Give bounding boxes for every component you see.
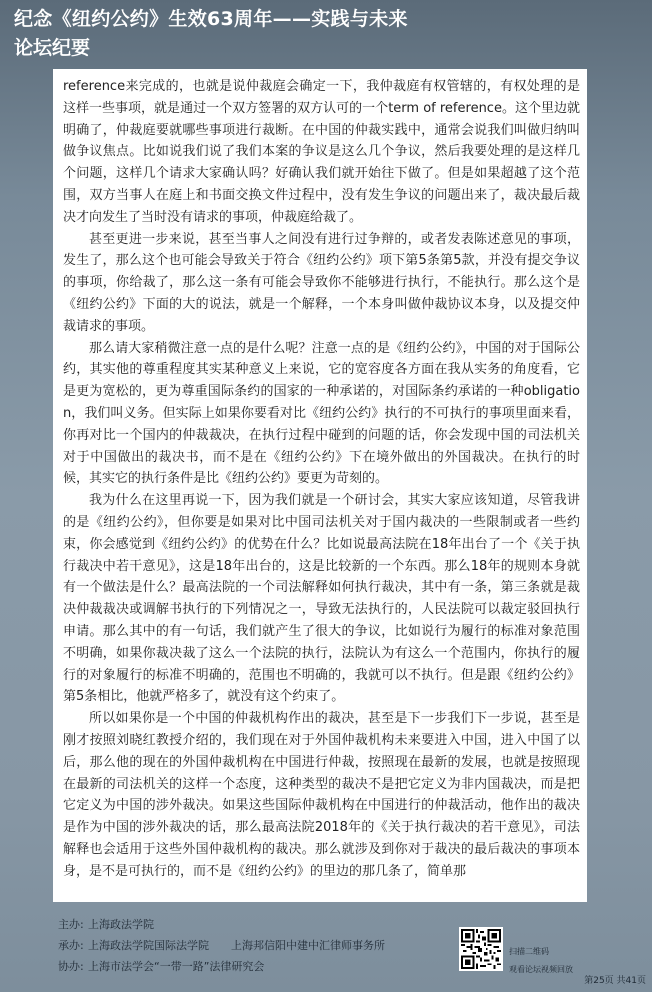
paragraph: 我为什么在这里再说一下，因为我们就是一个研讨会，其实大家应该知道，尽管我讲的是《纽约公约》，但你要是如果对比中国司法机关对于国内裁决的一些限制或者一些约束，你会感觉到《纽约公约》的优势在什么？比如说最高法院在18年出台了一个《关于执行裁决中若干意见》，这是18年出台的，这是比较新的一个东西。那么18年的规则本身就有一个做法是什么？最高法院的一个司法解释如何执行裁决，其中有一条，第三条就是裁决仲裁裁决或调解书执行的下列情况之一，导致无法执行的，人民法院可以裁定驳回执行申请。那么其中的有一句话，我们就产生了很大的争议，比如说行为履行的标准对象范围不明确，如果你裁决裁了这么一个法院的执行，法院认为有这么一个范围内，你执行的履行的对象履行的标准不明确的，范围也不明确的，我就可以不执行。但是跟《纽约公约》第5条相比，他就严格多了，就没有这个约束了。: [63, 493, 580, 705]
qr-caption: [509, 943, 573, 979]
co-organizer-name: 上海市法学会“一带一路”法律研究会: [88, 960, 265, 973]
qr-caption-line-2: 观看论坛视频回放: [509, 965, 573, 974]
host-label: 主办:: [58, 918, 84, 931]
co-organizer-row: [58, 956, 418, 977]
header: [14, 4, 408, 62]
organizer-label: 承办:: [58, 939, 84, 952]
organizer-name-1: 上海政法学院国际法学院: [88, 939, 209, 952]
qr-code-icon[interactable]: [459, 927, 503, 971]
qr-caption-line-1: 扫描二维码: [509, 947, 549, 956]
organizer-row: [58, 935, 418, 956]
document-page: [53, 69, 587, 902]
paragraph: 所以如果你是一个中国的仲裁机构作出的裁决，甚至是下一步我们下一步说，甚至是刚才按照刘晓红教授介绍的，我们现在对于外国仲裁机构未来要进入中国，进入中国了以后，那么他的现在的外国仲裁机构在中国进行仲裁，按照现在最新的发展，也就是按照现在最新的司法机关的这样一个态度，这种类型的裁决不是把它定义为非内国裁决，而是把它定义为中国的涉外裁决。如果这些国际仲裁机构在中国进行的仲裁活动，他作出的裁决是作为中国的涉外裁决的话，那么最高法院2018年的《关于执行裁决的若干意见》，司法解释也会适用于这些外国仲裁机构的裁决。那么就涉及到你对于裁决的最后裁决的事项本身，是不是可执行的，而不是《纽约公约》的里边的那几条了，简单那: [63, 711, 580, 879]
page-title: 纪念《纽约公约》生效63周年——实践与未来: [14, 8, 408, 30]
organizer-name-2: 上海邦信阳中建中汇律师事务所: [231, 939, 385, 952]
footer-credits: [58, 914, 418, 977]
page-number: 第25页 共41页: [584, 976, 646, 986]
host-name: 上海政法学院: [88, 918, 154, 931]
co-organizer-label: 协办:: [58, 960, 84, 973]
document-body: [53, 69, 587, 882]
paragraph: 那么请大家稍微注意一点的是什么呢？注意一点的是《纽约公约》，中国的对于国际公约，其实他的尊重程度其实某种意义上来说，它的宽容度各方面在我从实务的角度看，它是更为宽松的，更为尊重国际条约的国家的一种承诺的，对国际条约承诺的一种obligation，我们叫义务。但实际上如果你要看对比《纽约公约》执行的不可执行的事项里面来看，你再对比一个国内的仲裁裁决，在执行过程中碰到的问题的话，你会发现中国的司法机关对于中国做出的裁决书，而不是在《纽约公约》下在境外做出的外国裁决。在执行的时候，其实它的执行条件是比《纽约公约》要更为苛刻的。: [63, 340, 580, 487]
paragraph: reference来完成的，也就是说仲裁庭会确定一下，我仲裁庭有权管辖的，有权处理的是这样一些事项，就是通过一个双方签署的双方认可的一个term of reference。这个里边就明确了，仲裁庭要就哪些事项进行裁断。在中国的仲裁实践中，通常会说我们叫做归纳叫做争议焦点。比如说我们说了我们本案的争议是这么几个争议，然后我要处理的是这样几个问题，这样几个请求大家确认吗？好确认我们就开始往下做了。但是如果超越了这个范围，双方当事人在庭上和书面交换文件过程中，没有发生争议的问题出来了，裁决最后裁决才向发生了当时没有请求的事项，仲裁庭给裁了。: [63, 79, 580, 225]
page-subtitle: 论坛纪要: [14, 37, 91, 59]
host-row: [58, 914, 418, 935]
paragraph: 甚至更进一步来说，甚至当事人之间没有进行过争辩的，或者发表陈述意见的事项，发生了，那么这个也可能会导致关于符合《纽约公约》项下第5条第5款，并没有提交争议的事项，你给裁了，那么这一条有可能会导致你不能够进行执行，不能执行。那么这个是《纽约公约》下面的大的说法，就是一个解释，一个本身叫做仲裁协议本身，以及提交仲裁请求的事项。: [63, 231, 580, 334]
